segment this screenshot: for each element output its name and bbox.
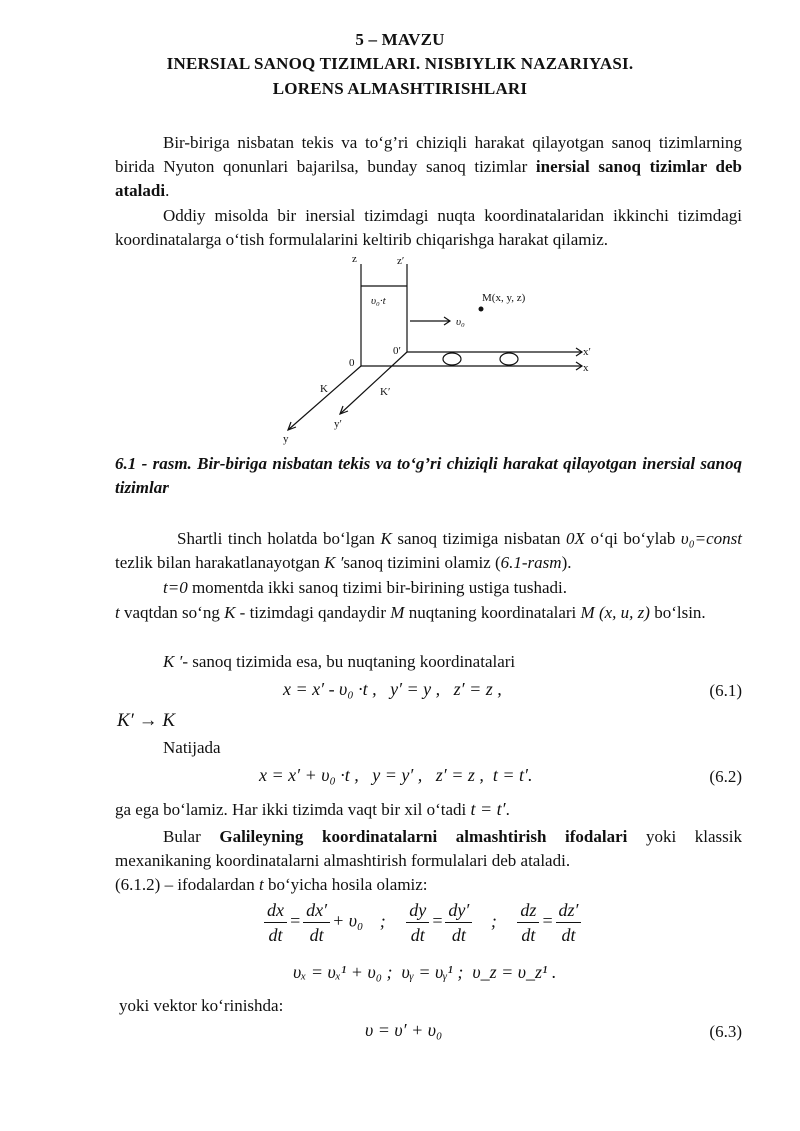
- text: ).: [561, 553, 572, 572]
- paragraph-goal: Oddiy misolda bir inersial tizimdagi nuqta koordinatalaridan ikkinchi tizimdagi koordinatalarga o‘tish formulalarini keltirib chiqarishga harakat qilamiz.: [115, 206, 742, 249]
- paragraph-k-prime: [163, 650, 742, 674]
- frame-k: K: [380, 529, 392, 548]
- paragraph-frames: [115, 527, 742, 575]
- text: Shartli tinch holatda bo‘lgan: [177, 529, 381, 548]
- fraction-dxp-dt: $\frac{dx'}{dt}$: [303, 898, 330, 947]
- point-m-label: M(x, y, z): [482, 292, 526, 304]
- point-m: M: [390, 603, 405, 622]
- x-label: x: [583, 362, 589, 374]
- frame-k-prime: K ′: [324, 553, 344, 572]
- text: momentda ikki sanoq tizimi bir-birining ustiga tushadi.: [187, 578, 567, 597]
- equation-number-6-1: (6.1): [709, 681, 742, 700]
- wheel-left: [443, 353, 461, 365]
- text: tezlik bilan harakatlanayotgan: [115, 553, 325, 572]
- figure-ref: 6.1-rasm: [500, 553, 562, 572]
- text: sanoq tizimiga nisbatan: [391, 529, 567, 548]
- separator: ;: [490, 910, 497, 931]
- coords-m: M (x, u, z): [580, 603, 650, 622]
- paragraph-definition: [115, 131, 742, 203]
- x-prime-label: x′: [583, 346, 591, 358]
- y-prime-label: y′: [334, 418, 342, 430]
- equation-6-3: υ = υ′ + υ₀: [365, 1020, 443, 1040]
- origin-label: 0: [349, 357, 355, 369]
- paragraph-time: [115, 797, 742, 822]
- fraction-dz-dt: $\frac{dz}{dt}$: [517, 898, 539, 947]
- k-label: K: [320, 383, 328, 395]
- fraction-dyp-dt: $\frac{dy'}{dt}$: [445, 898, 472, 947]
- k-prime-label: K′: [380, 386, 391, 398]
- text: nuqtaning koordinatalari: [404, 603, 581, 622]
- fraction-dx-dt: $\frac{dx}{dt}$: [264, 898, 287, 947]
- y-axis-line: [288, 366, 361, 430]
- fraction-dy-dt: $\frac{dy}{dt}$: [406, 898, 429, 947]
- point-m-dot: [479, 307, 484, 312]
- paragraph-t0: [163, 576, 742, 600]
- text: bo‘yicha hosila olamiz:: [263, 875, 428, 894]
- title-line-2: LORENS ALMASHTIRISHLARI: [272, 79, 528, 98]
- z-prime-label: z′: [397, 255, 405, 267]
- text: .: [165, 181, 170, 200]
- v0t-label: υ₀·t: [371, 295, 386, 307]
- origin-prime-label: 0′: [393, 345, 401, 357]
- velocity-components-equation: υₓ = υₓ¹ + υ₀ ; υᵧ = υᵧ¹ ; υ_z = υ_z¹ .: [293, 962, 557, 982]
- time-equality: t = t′: [470, 799, 506, 819]
- text: - tizimdagi qandaydir: [235, 603, 391, 622]
- equation-6-2: x = x′ + υ₀ ·t , y = y′ , z′ = z , t = t′.: [259, 765, 533, 785]
- text: - sanoq tizimida esa, bu nuqtaning koordinatalari: [182, 652, 516, 671]
- text: vaqtdan so‘ng: [119, 603, 225, 622]
- text: yoki klassik mexanikaning koordinatalarni almashtirish formulalari deb ataladi.: [115, 827, 742, 870]
- vector-form-label: yoki vektor ko‘rinishda:: [119, 996, 284, 1015]
- text: o‘qi bo‘ylab: [584, 529, 676, 548]
- time-t: t: [258, 875, 264, 894]
- text: Bular: [163, 827, 220, 846]
- text: ga ega bo‘lamiz. Har ikki tizimda vaqt bir xil o‘tadi: [115, 800, 471, 819]
- frame-k: K: [224, 603, 236, 622]
- separator: ;: [379, 910, 386, 931]
- paragraph-galilean: [115, 825, 742, 873]
- wheel-right: [500, 353, 518, 365]
- velocity-const: υ₀=const: [680, 529, 742, 548]
- time-t: t: [115, 603, 120, 622]
- text: Bir-biriga nisbatan tekis va to‘g’ri chiziqli harakat qilayotgan sanoq tizimlarning birida Nyuton qonunlari bajarilsa, bunday sanoq tizimlar: [115, 133, 742, 176]
- transform-k-prime-to-k: K′ → K: [117, 710, 176, 731]
- paragraph-derivative: [115, 873, 742, 897]
- equation-6-1: x = x′ - υ₀ ·t , y′ = y , z′ = z ,: [283, 679, 502, 699]
- v0-label: υ₀: [456, 316, 465, 328]
- paragraph-point-m: [115, 601, 742, 625]
- title-line-1: INERSIAL SANOQ TIZIMLARI. NISBIYLIK NAZARIYASI.: [166, 54, 634, 73]
- text: sanoq tizimini olamiz (: [343, 553, 501, 572]
- equation-number-6-3: (6.3): [709, 1022, 742, 1041]
- galilean-term: Galileyning koordinatalarni almashtirish ifodalari: [219, 827, 628, 846]
- plus-v0: + υ₀: [332, 910, 364, 931]
- definition-bold: inersial sanoq tizimlar deb ataladi: [115, 157, 742, 200]
- fraction-dzp-dt: $\frac{dz'}{dt}$: [556, 898, 582, 947]
- text: .: [505, 800, 510, 819]
- result-label: Natijada: [163, 738, 221, 757]
- equation-number-6-2: (6.2): [709, 767, 742, 786]
- t-zero: t=0: [163, 578, 188, 597]
- y-label: y: [283, 433, 289, 445]
- text: (6.1.2) – ifodalardan: [115, 875, 259, 894]
- frame-k-prime: K ′: [163, 652, 183, 671]
- derivative-equations: $\frac{dx}{dt}$ = $\frac{dx'}{dt}$ + υ₀ ; $\frac{dy}{dt}$ = $\frac{dy'}{dt}$ ; $\frac{dz}{dt}$ = $\frac{dz'}{dt}$: [262, 898, 583, 947]
- figure-caption: 6.1 - rasm. Bir-biriga nisbatan tekis va to‘g’ri chiziqli harakat qilayotgan inersial sanoq tizimlar: [115, 454, 742, 497]
- axis-0x: 0X: [566, 529, 585, 548]
- z-label: z: [352, 253, 357, 265]
- topic-number: 5 – MAVZU: [355, 30, 445, 49]
- text: bo‘lsin.: [654, 603, 706, 622]
- figure-reference-frames: [270, 248, 610, 448]
